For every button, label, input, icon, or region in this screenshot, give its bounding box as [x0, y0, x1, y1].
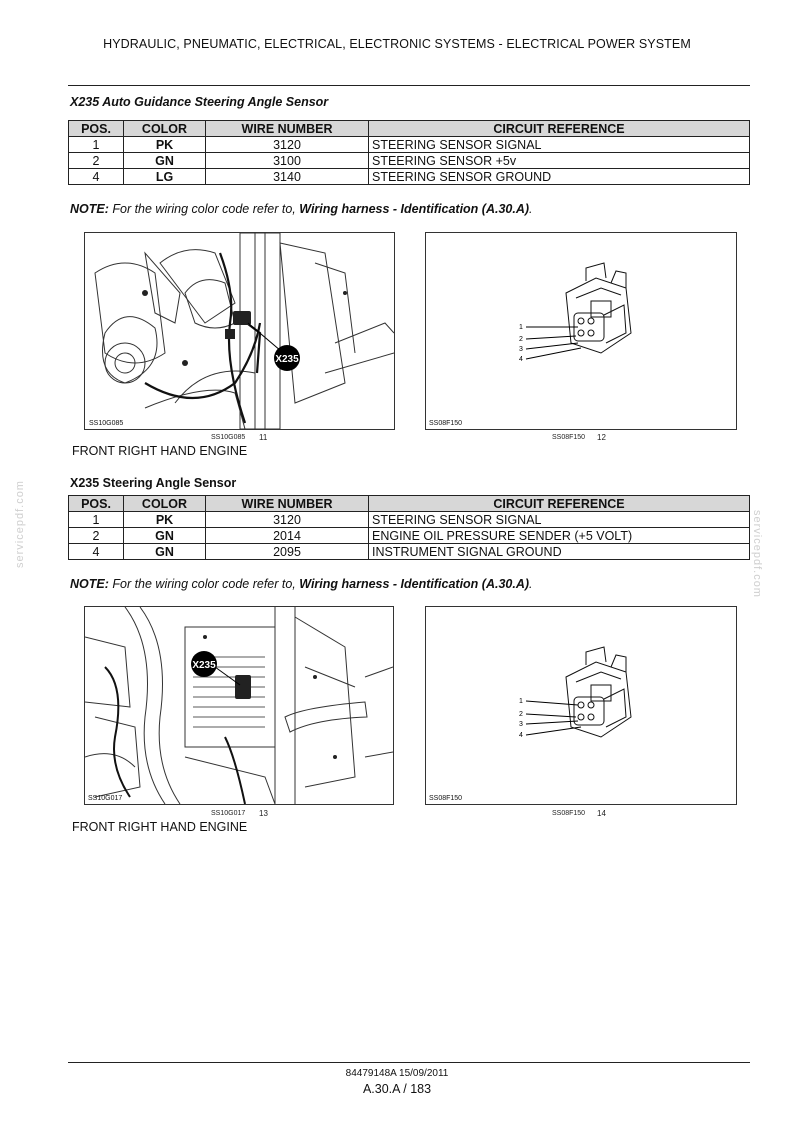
pin-label: 2 — [519, 711, 523, 718]
pin-label: 4 — [519, 732, 523, 739]
connector-diagram-figure-14 — [425, 606, 737, 805]
col-circuit-reference: CIRCUIT REFERENCE — [369, 121, 750, 137]
cell-pos: 2 — [69, 528, 124, 544]
cell-wire-number: 3140 — [206, 169, 369, 185]
col-wire-number: WIRE NUMBER — [206, 496, 369, 512]
col-wire-number: WIRE NUMBER — [206, 121, 369, 137]
figure-number: 14 — [597, 809, 606, 818]
cell-color: PK — [124, 512, 206, 528]
section2-caption: FRONT RIGHT HAND ENGINE — [72, 820, 248, 834]
cell-wire-number: 3100 — [206, 153, 369, 169]
figure-code: SS08F150 — [552, 810, 586, 817]
col-pos: POS. — [69, 121, 124, 137]
figure-number: 12 — [597, 433, 606, 442]
section1-title: X235 Auto Guidance Steering Angle Sensor — [70, 95, 329, 109]
document-id: 84479148A 15/09/2011 — [345, 1068, 449, 1079]
cell-circuit-reference: STEERING SENSOR SIGNAL — [369, 137, 750, 153]
cell-pos: 2 — [69, 153, 124, 169]
cell-color: LG — [124, 169, 206, 185]
pin-label: 4 — [519, 356, 523, 363]
engine-photo-figure-13 — [84, 606, 394, 805]
table-row — [69, 137, 750, 153]
cell-color: GN — [124, 153, 206, 169]
note-end: . — [529, 577, 533, 591]
figure-code: SS10G017 — [211, 810, 246, 817]
figure-number: 13 — [259, 809, 268, 818]
engine-illustration — [85, 607, 393, 804]
header-rule — [68, 85, 750, 86]
figure-inner-code: SS10G085 — [89, 420, 124, 427]
figure-number: 11 — [259, 433, 268, 442]
cell-circuit-reference: STEERING SENSOR GROUND — [369, 169, 750, 185]
col-pos: POS. — [69, 496, 124, 512]
cell-color: GN — [124, 528, 206, 544]
cell-circuit-reference: ENGINE OIL PRESSURE SENDER (+5 VOLT) — [369, 528, 750, 544]
section2-note — [70, 577, 533, 591]
section1-note — [70, 202, 533, 216]
page-header: HYDRAULIC, PNEUMATIC, ELECTRICAL, ELECTRONIC SYSTEMS - ELECTRICAL POWER SYSTEM — [103, 37, 691, 51]
note-label: NOTE: — [70, 577, 109, 591]
table-row — [69, 528, 750, 544]
wiring-harness-link[interactable]: Wiring harness - Identification (A.30.A) — [299, 577, 530, 591]
watermark-left: servicepdf.com — [14, 480, 26, 568]
table-header-row — [69, 121, 750, 137]
cell-pos: 1 — [69, 512, 124, 528]
note-text: For the wiring color code refer to, — [108, 577, 300, 591]
page-number: A.30.A / 183 — [362, 1082, 432, 1096]
section2-wire-table — [68, 495, 750, 560]
cell-circuit-reference: STEERING SENSOR SIGNAL — [369, 512, 750, 528]
cell-color: GN — [124, 544, 206, 560]
table-row — [69, 512, 750, 528]
cell-pos: 1 — [69, 137, 124, 153]
watermark-right: servicepdf.com — [751, 510, 763, 598]
section2-title: X235 Steering Angle Sensor — [70, 476, 237, 490]
col-color: COLOR — [124, 496, 206, 512]
cell-color: PK — [124, 137, 206, 153]
cell-pos: 4 — [69, 544, 124, 560]
cell-wire-number: 2014 — [206, 528, 369, 544]
pin-label: 1 — [519, 698, 523, 705]
figure-inner-code: SS10G017 — [88, 795, 123, 802]
connector-tag: X235 — [275, 354, 299, 365]
cell-circuit-reference: INSTRUMENT SIGNAL GROUND — [369, 544, 750, 560]
engine-illustration — [85, 233, 394, 429]
pin-label: 3 — [519, 721, 523, 728]
note-text: For the wiring color code refer to, — [108, 202, 300, 216]
col-circuit-reference: CIRCUIT REFERENCE — [369, 496, 750, 512]
pin-label: 2 — [519, 336, 523, 343]
footer-rule — [68, 1062, 750, 1063]
cell-wire-number: 3120 — [206, 512, 369, 528]
note-end: . — [529, 202, 533, 216]
connector-tag: X235 — [192, 660, 216, 671]
table-row — [69, 544, 750, 560]
table-header-row — [69, 496, 750, 512]
pin-label: 3 — [519, 346, 523, 353]
cell-pos: 4 — [69, 169, 124, 185]
col-color: COLOR — [124, 121, 206, 137]
connector-illustration — [426, 233, 736, 429]
table-row — [69, 169, 750, 185]
pin-label: 1 — [519, 324, 523, 331]
engine-photo-figure-11 — [84, 232, 395, 430]
wiring-harness-link[interactable]: Wiring harness - Identification (A.30.A) — [299, 202, 530, 216]
section1-wire-table — [68, 120, 750, 185]
section1-caption: FRONT RIGHT HAND ENGINE — [72, 444, 248, 458]
cell-wire-number: 2095 — [206, 544, 369, 560]
figure-inner-code: SS08F150 — [429, 420, 463, 427]
figure-code: SS08F150 — [552, 434, 586, 441]
figure-code: SS10G085 — [211, 434, 246, 441]
figure-inner-code: SS08F150 — [429, 795, 463, 802]
note-label: NOTE: — [70, 202, 109, 216]
connector-diagram-figure-12 — [425, 232, 737, 430]
connector-illustration — [426, 607, 736, 804]
cell-wire-number: 3120 — [206, 137, 369, 153]
cell-circuit-reference: STEERING SENSOR +5v — [369, 153, 750, 169]
table-row — [69, 153, 750, 169]
